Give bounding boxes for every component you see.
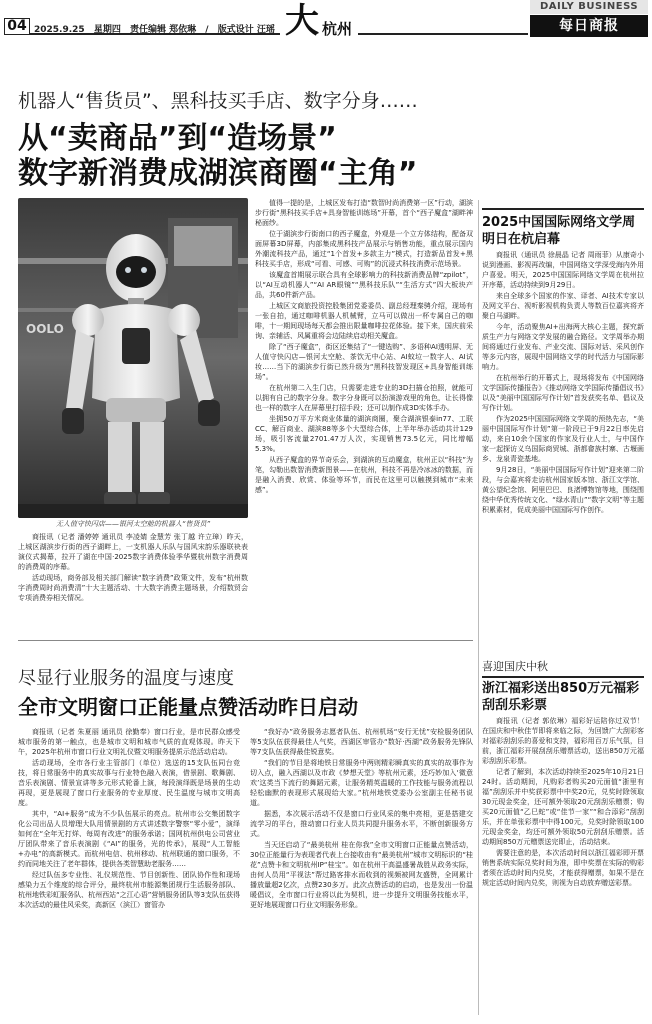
- issue-date: 2025.9.25: [34, 25, 85, 35]
- paragraph: 商报讯（记者 潘婷婷 通讯员 李凌婧 金慧芳 张丁越 许立璋）昨天，上城区湖滨步行街的西子湖畔上，一支机器人乐队与国风宋韵乐器联袂表演仪式揭幕，拉开了湖在中国·2025数字消费体验季华暨杭州数字消费周的消费周的序幕。: [18, 533, 248, 571]
- paragraph: 9月28日，“美丽中国国际写作计划”迎来第二阶段，与会嘉宾将走访杭州国家版本馆、浙江文学馆、黄公望纪念馆、阿里巴巴、良渚博物馆等地，围绕围绕中华优秀传统文化、“绿水青山”“数字文明”等主题积累素材，促成美丽中国国际写作创作。: [482, 466, 644, 514]
- column-divider: [478, 200, 479, 1015]
- issue-weekday: 星期四: [93, 25, 121, 35]
- section-logo-city: 杭州: [322, 20, 353, 38]
- sidebar1-body: [482, 250, 644, 642]
- masthead: [0, 0, 652, 44]
- paragraph: 活动现场，全市各行业主管部门（单位）选送的15支队伍同台竞技，将日常服务中的真实故事与行业特色融入表演，借景剧、歌舞剧、音乐表演剧、情景宣讲等多元形式轮番上演，每段演绎既是场景的生动再现，更是展现了窗口行业服务的专业厚度、民生温度与城市文明高度。: [18, 759, 240, 807]
- paragraph: 来自全球多个国家的作家、译者、AI技术专家以及网文平台、视听影视机构负责人等数百位嘉宾将齐聚白马湖畔。: [482, 292, 644, 320]
- responsible-editor: 责任编辑 郑依琳: [129, 25, 197, 35]
- paragraph: 商报讯（通讯员 徐晨晶 记者 周雨菲）从康奇小说到漫画、影视再改编，中国网络文学深受海内外用户喜爱。明天，2025中国国际网络文学周在杭州拉开序幕，活动持续到9月29日。: [482, 251, 644, 289]
- svg-text:OOLO: OOLO: [26, 322, 64, 336]
- lead-column-2: [255, 198, 473, 638]
- sidebar2-headline: 浙江福彩送出850万元福彩刮刮乐彩票: [482, 681, 640, 713]
- lead-headline-line1: 从“卖商品”到“造场景”: [18, 121, 337, 156]
- paragraph: 商报讯（记者 郭依琳）福彩好运陪你过双节！在国庆和中秋佳节即将来临之际，为回馈广大刮彩客对福彩刮刮乐的喜爱和支持，福彩用百万乐气氛，目前，浙江福彩开展刮刮乐赠票活动，送出850万元福彩刮刮乐彩票。: [482, 717, 644, 765]
- section2-column-1: [18, 727, 240, 1019]
- paragraph: 作为2025中国国际网络文学周的预热先志，“美丽中国国际写作计划”第一阶段已于9月22日率先启动，来自10余个国家的作家及行业人士，与中国作家一起探访义乌国际商贸城、浙都畲族村寨、古堰画乡、龙泉青瓷基地。: [482, 415, 644, 463]
- paragraph: 活动现场，商务部及相关部门解读“数字消费”政策文件，发布“杭州数字消费周时尚消费清”十大主题活动、十大数字消费主题场景，介绍数贸会专项消费券相关情况。: [18, 574, 248, 602]
- paragraph: 商报讯（记者 朱夏丽 通讯员 徐勤奉）窗口行业，是市民群众感受城市服务的第一触点，也是城市文明和城市气质的直观体现。昨天下午，2025年杭州市窗口行业文明礼仪暨文明服务提质示范活动启动。: [18, 728, 240, 756]
- section2-headline: 全市文明窗口正能量点赞活动昨日启动: [18, 695, 358, 719]
- paragraph: 今年，活动聚焦AI+出海两大核心主题，探究新质生产力与网络文学发展的融合路径。文学周举办期间将通过行业发布、产业交流、国际对话、采风创作等多元内容，展现中国网络文学的时代活力与国际影响力。: [482, 323, 644, 371]
- paragraph: 值得一提的是，上城区发布打造“数智时尚消费第一区”行动，湖滨步行街“黑科技买手店+具身智能训练场”开幕，首个“西子魔盒”湖畔神秘面纱。: [255, 199, 473, 227]
- sidebar2-body: [482, 716, 644, 1016]
- sidebar1-headline: 2025中国国际网络文学周明日在杭启幕: [482, 215, 636, 247]
- sidebar2-kicker: 喜迎国庆中秋: [482, 660, 548, 673]
- paragraph: 其中，“AI+服务”成为不少队伍展示的亮点。杭州市公交集团数字化公司出品人员增理大队用情景剧的方式讲述数字警察“零小爱”，演绎如何在“全年无打烊、每周有改进”的服务承诺；国网杭州供电公司营业厅团队带来了音乐表演剧《“AI”的服务，光的传承》，展现“人工智能+办电”的高新模式。而杭州电信、杭州移动、杭州联通的窗口服务，不约而同地关注了老年群体，提供各类智慧助老服务……: [18, 810, 240, 868]
- paragraph: 需要注意的是，本次活动时间以浙江福彩即开票销售系统实际兑奖时间为准，即中奖票在实际的购彩者须在活动时间内兑奖，才能获得赠票，如果不是在规定活动时间内兑奖，则视为自动放弃赠送彩票。: [482, 849, 644, 887]
- robot-photo: [18, 198, 248, 518]
- paragraph: 坐拥50万平方米商业体量的湖滨商圈，聚合湖滨银泰in77、工联CC、解百商业、湖滨88等多个大型综合体，上半年举办活动共计129场，吸引客流量2701.47万人次，实现销售73.5亿元，同比增幅5.3%。: [255, 415, 473, 453]
- paragraph: 该魔盒首期展示联合具有全球影响力的科技新消费品牌“zpilot”，以“AI互动机器人”“AI AR眼镜”“黑科技乐队”“生活方式”四大板块产品，共60件新产品。: [255, 271, 473, 299]
- paragraph: 经过队伍多专业性、礼仪规范性、节目创新性、团队协作性和现场感染力五个维度的综合评分，最终杭州市能源集团规行生活服务部队、杭州地铁彩虹服务队、杭州西站“之江心语”营销服务团队等3支队伍获得本次活动的最佳风采奖，高新区（滨江）窗管办: [18, 871, 240, 909]
- layout-designer: 版式设计 汪瑶: [217, 25, 275, 35]
- header-rule-right: [358, 33, 528, 35]
- lead-headline-line2: 数字新消费成湖滨商圈“主角”: [18, 156, 418, 191]
- page-number: 04: [4, 18, 30, 35]
- header-meta: 2025.9.25 星期四 责任编辑 郑依琳 / 版式设计 汪瑶: [34, 25, 275, 35]
- section-divider: [18, 640, 473, 641]
- paragraph: 在杭州第二入生门店，只需要走进专业的3D扫描仓拍照，就能可以拥有自己的数字分身。数字分身既可以扮演游戏里的角色，让长得像也一样的数字人在屏幕里打招手段；还可以制作成3D实体手办。: [255, 384, 473, 412]
- brand-chinese: 每日商报: [530, 15, 648, 37]
- paragraph: 上城区文商旅投资控股集团党委委员、副总经理秦骋介绍，现场有一张自拍，通过咖啡机器人机械臂，立马可以做出一杯专属自己的咖啡，十一期间现场每天都会推出限量咖啡拉花体验。接下来，国庆前采询、亲辅活、风属重将会边陆续启动相关魔盒。: [255, 302, 473, 340]
- section2-kicker: 尽显行业服务的温度与速度: [18, 668, 234, 689]
- paragraph: 从西子魔盒的界节奇乐会，到湖滨的互动魔盒，杭州正以“科技”为笔，勾勒出数智消费新图景——在杭州，科技不再是冷冰冰的数据，而是融入消费、欣赏、体验等环节，而民在这里可以触摸到城市“未来感”。: [255, 456, 473, 494]
- section2-column-2: [250, 727, 473, 1019]
- paragraph: 在杭州举行的开幕式上，现场将发布《中国网络文学国际传播报告》《推动网络文学国际传播倡议书》以及“美丽中国国际写作计划”首发获奖名单、倡议及写作计划。: [482, 374, 644, 412]
- paragraph: 位于湖滨步行街南口的西子魔盒，外观是一个立方体结构，配备双面屏幕3D屏幕，内部集成黑科技产品展示与销售功能，重点展示国内外潮流科技产品，通过“1个首发+多款主力”模式，打造新品首发+黑科技买手店，形成“可看、可感、可购”的沉浸式科技消费示范场景。: [255, 230, 473, 268]
- paragraph: “我好办”政务服务志愿者队伍、杭州机场“安行无忧”安检服务团队等5支队伍获得最佳人气奖，西湖区审管办“数好·西湖”政务服务先锋队等7支队伍获得最佳锐意奖。: [250, 728, 473, 756]
- paragraph: 除了“西子魔盒”，街区还集结了“一键选购”、多语种AI透明屏、无人值守快闪店—银河太空舱、茶饮无中心站、AI蚊垃一数字人、AI试妆……当下的湖滨步行街已然升级为“黑科技智发现区+具身智能训练场”。: [255, 343, 473, 381]
- lead-column-1: [18, 532, 248, 638]
- paragraph: 据悉，本次展示活动不仅是窗口行业风采的集中亮相，更是搭建交流学习的平台，推动窗口行业人员共同提升服务水平，不断创新服务方式。: [250, 810, 473, 838]
- brand-english: DAILY BUSINESS: [530, 0, 648, 14]
- sidebar2-rule: [482, 676, 644, 678]
- photo-caption: 无人值守快闪店——银河太空舱的机器人“售货员”: [55, 520, 211, 528]
- lead-kicker: 机器人“售货员”、黑科技买手店、数字分身……: [18, 90, 418, 112]
- paragraph: 当天还启动了“最美杭州 桂在你我”全市文明窗口正能量点赞活动，30位正能量行为表现者代表上台接收由有“最美杭州”城市文明标识的“桂花”点赞卡和文明杭州IP“桂宝”。如在杭州干高温盛暑战胜从政务实际，由何人员用“平视法”帮过路客排水而收到的视频被网友盛赞，全网累计播放量超2亿次，点赞230多万。此次点赞活动的启动，也是发出一份温暖倡议，全市窗口行业将以此为契机，进一步提升文明服务技能水平，更好地展现窗口行业文明服务形象。: [250, 841, 473, 909]
- sidebar1-rule: [482, 208, 644, 210]
- paragraph: 记者了解到，本次活动持续至2025年10月21日24时。活动期间，凡购彩者购买20元面值“浙里有福”刮刮乐并中奖获彩票中中奖20元，兑奖时除领取30元现金奖金，还可额外领取20元刮刮乐赠票；购买20元面值“乙巳蛇”或“佳节一家”“和合添彩”刮刮乐，并在单张彩票中中得100元，兑奖时除领取100元现金奖金，均还可额外领取50元刮刮乐赠票。活动期间850万元赠票送完即止，活动结束。: [482, 768, 644, 846]
- paragraph: “我们的节目是将地铁日常服务中两则精彩瞬真实的真实的故事作为切入点，融入西湖以及市政《梦想天堂》等杭州元素，还巧妙加入‘微意欢’这类当下流行的舞蹈元素，让服务精英温暖的工作技能与服务流程以轻松幽默的表现形式展现给大家。”杭州地铁党委办公室副主任秘书说道。: [250, 759, 473, 807]
- section-logo-da: 大: [285, 1, 319, 41]
